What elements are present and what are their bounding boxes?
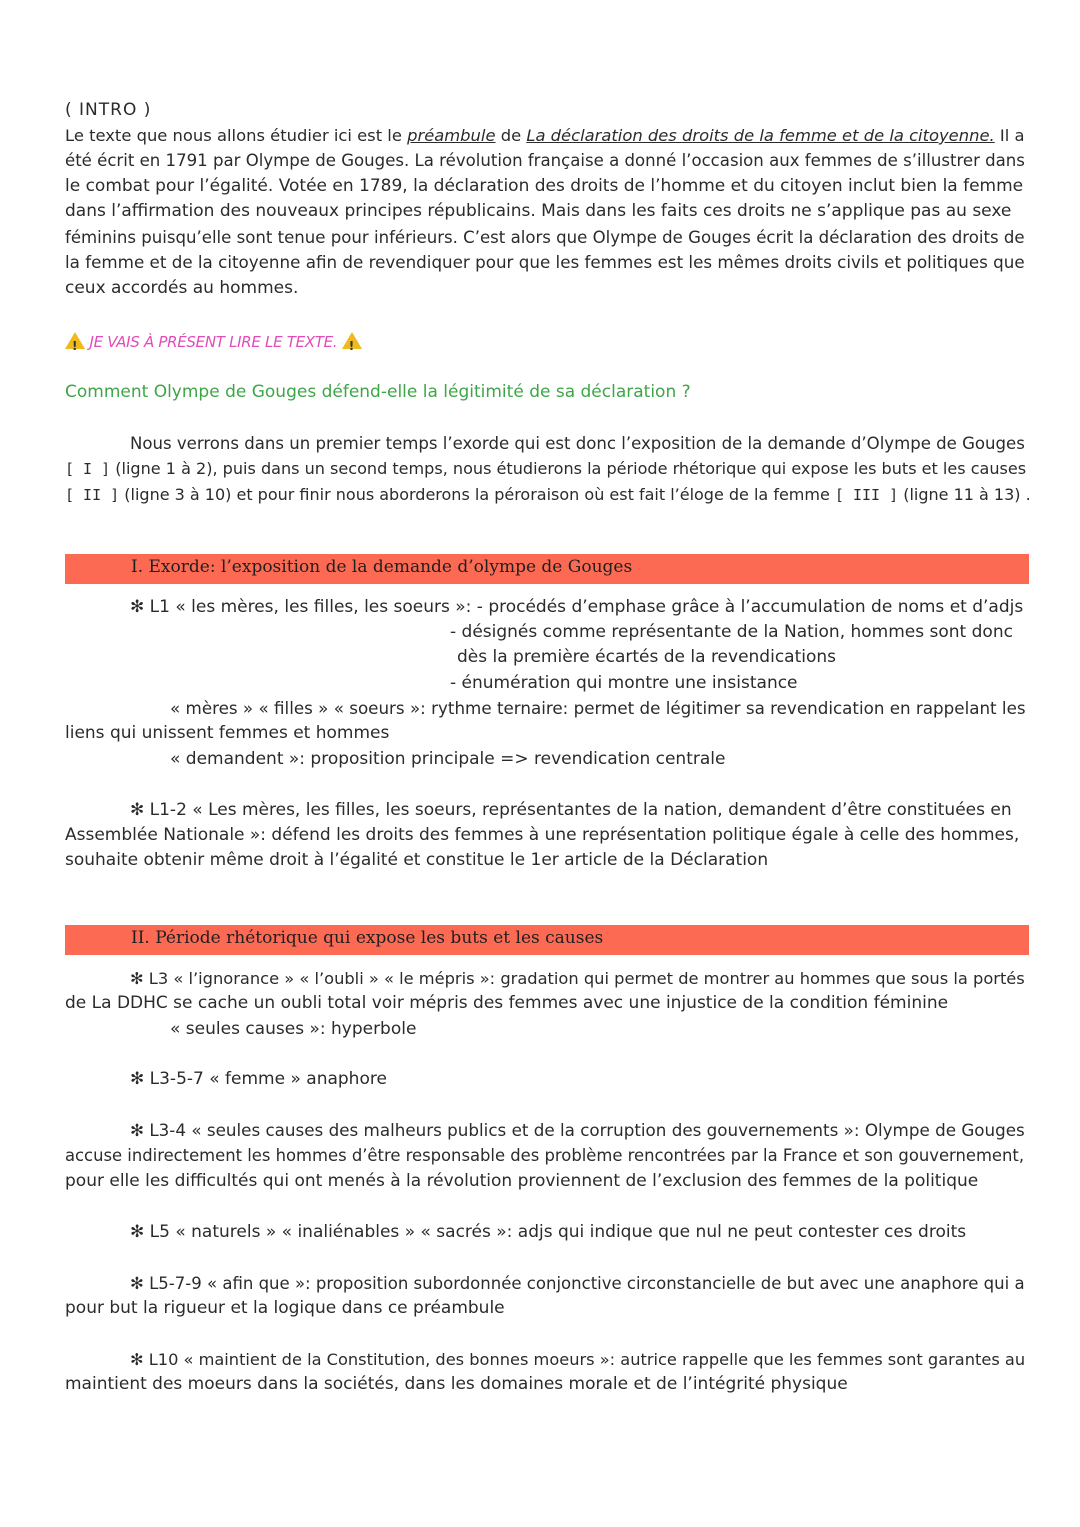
- s2-point-5: ✻ L5-7-9 « afin que »: proposition subordonnée conjonctive circonstancielle de but avec une anaphore qui a: [130, 1274, 1025, 1293]
- s1-point-1: ✻ L1 « les mères, les filles, les soeurs »: - procédés d’emphase grâce à l’accumulation de noms et d’adjs: [130, 597, 1024, 617]
- plan-line-1: Nous verrons dans un premier temps l’exorde qui est donc l’exposition de la demande d’Olympe de Gouges: [130, 434, 1025, 453]
- s2-point-3b: accuse indirectement les hommes d’être responsable des problème rencontrées par la France et son gouvernement,: [65, 1146, 1025, 1165]
- s2-point-1b: de La DDHC se cache un oubli total voir mépris des femmes avec une injustice de la condition féminine: [65, 993, 949, 1013]
- s2-point-1c: « seules causes »: hyperbole: [170, 1019, 417, 1039]
- s1-point-3: « demandent »: proposition principale => revendication centrale: [170, 749, 726, 769]
- s2-point-5b: pour but la rigueur et la logique dans ce préambule: [65, 1298, 505, 1318]
- s2-point-1: ✻ L3 « l’ignorance » « l’oubli » « le mépris »: gradation qui permet de montrer au hommes que sous la portés: [130, 969, 1025, 988]
- intro-line-5: féminins puisqu’elle sont tenue pour inférieurs. C’est alors que Olympe de Gouges écrit la déclaration des droits de: [65, 228, 1025, 247]
- intro-tag: ( INTRO ): [65, 100, 152, 120]
- s1-point-2b: liens qui unissent femmes et hommes: [65, 723, 390, 743]
- intro-line-1: Le texte que nous allons étudier ici est le préambule de La déclaration des droits de la femme et de la citoyenne. Il a: [65, 126, 1025, 145]
- s2-point-6: ✻ L10 « maintient de la Constitution, des bonnes moeurs »: autrice rappelle que les femmes sont garantes au: [130, 1350, 1026, 1369]
- intro-line-2: été écrit en 1791 par Olympe de Gouges. La révolution française a donné l’occasion aux femmes de s’illustrer dans: [65, 151, 1025, 170]
- s2-point-3: ✻ L3-4 « seules causes des malheurs publics et de la corruption des gouvernements »: Olympe de Gouges: [130, 1120, 1025, 1140]
- s1-point-1d: - énumération qui montre une insistance: [450, 673, 798, 693]
- section-1-title: I. Exorde: l’exposition de la demande d’olympe de Gouges: [131, 557, 633, 577]
- warning-icon: [342, 332, 362, 349]
- warning-icon: [65, 332, 85, 349]
- s1-point-1b: - désignés comme représentante de la Nation, hommes sont donc: [450, 622, 1013, 642]
- preambule-term: préambule: [407, 126, 496, 145]
- intro-line-3: le combat pour l’égalité. Votée en 1789, la déclaration des droits de l’homme et du citoyen inclut bien la femme: [65, 176, 1024, 196]
- s1-point-4: ✻ L1-2 « Les mères, les filles, les soeurs, représentantes de la nation, demandent d’être constituées en: [130, 800, 1012, 820]
- plan-line-2: [ I ] (ligne 1 à 2), puis dans un second temps, nous étudierons la période rhétorique qui expose les buts et les causes: [65, 459, 1027, 478]
- s1-point-4c: souhaite obtenir même droit à l’égalité et constitue le 1er article de la Déclaration: [65, 850, 769, 870]
- problematique: Comment Olympe de Gouges défend-elle la légitimité de sa déclaration ?: [65, 382, 691, 402]
- s1-point-2: « mères » « filles » « soeurs »: rythme ternaire: permet de légitimer sa revendication en rappelant les: [170, 698, 1026, 718]
- s1-point-1c: dès la première écartés de la revendications: [457, 647, 837, 667]
- intro-line-7: ceux accordés au hommes.: [65, 278, 299, 298]
- reading-warning: ! JE VAIS À PRÉSENT LIRE LE TEXTE. !: [65, 330, 362, 355]
- declaration-title: La déclaration des droits de la femme et de la citoyenne.: [526, 126, 995, 145]
- s1-point-4b: Assemblée Nationale »: défend les droits des femmes à une représentation politique égale à celle des hommes,: [65, 825, 1020, 845]
- intro-line-4: dans l’affirmation des nouveaux principes républicains. Mais dans les faits ces droits ne s’applique pas au sexe: [65, 201, 1012, 221]
- intro-line-6: la femme et de la citoyenne afin de revendiquer pour que les femmes est les mêmes droits civils et politiques que: [65, 252, 1025, 272]
- s2-point-3c: pour elle les difficultés qui ont menés à la révolution proviennent de l’exclusion des femmes de la politique: [65, 1171, 979, 1191]
- section-2-title: II. Période rhétorique qui expose les buts et les causes: [131, 928, 604, 948]
- section-1-header: [65, 554, 1029, 584]
- s2-point-2: ✻ L3-5-7 « femme » anaphore: [130, 1069, 387, 1089]
- section-2-header: [65, 925, 1029, 955]
- s2-point-4: ✻ L5 « naturels » « inaliénables » « sacrés »: adjs qui indique que nul ne peut contester ces droits: [130, 1222, 967, 1242]
- s2-point-6b: maintient des moeurs dans la sociétés, dans les domaines morale et de l’intégrité physique: [65, 1374, 848, 1394]
- plan-line-3: [ II ] (ligne 3 à 10) et pour finir nous aborderons la péroraison où est fait l’éloge de la femme [ III ] (ligne 11 à 13) .: [65, 485, 1031, 504]
